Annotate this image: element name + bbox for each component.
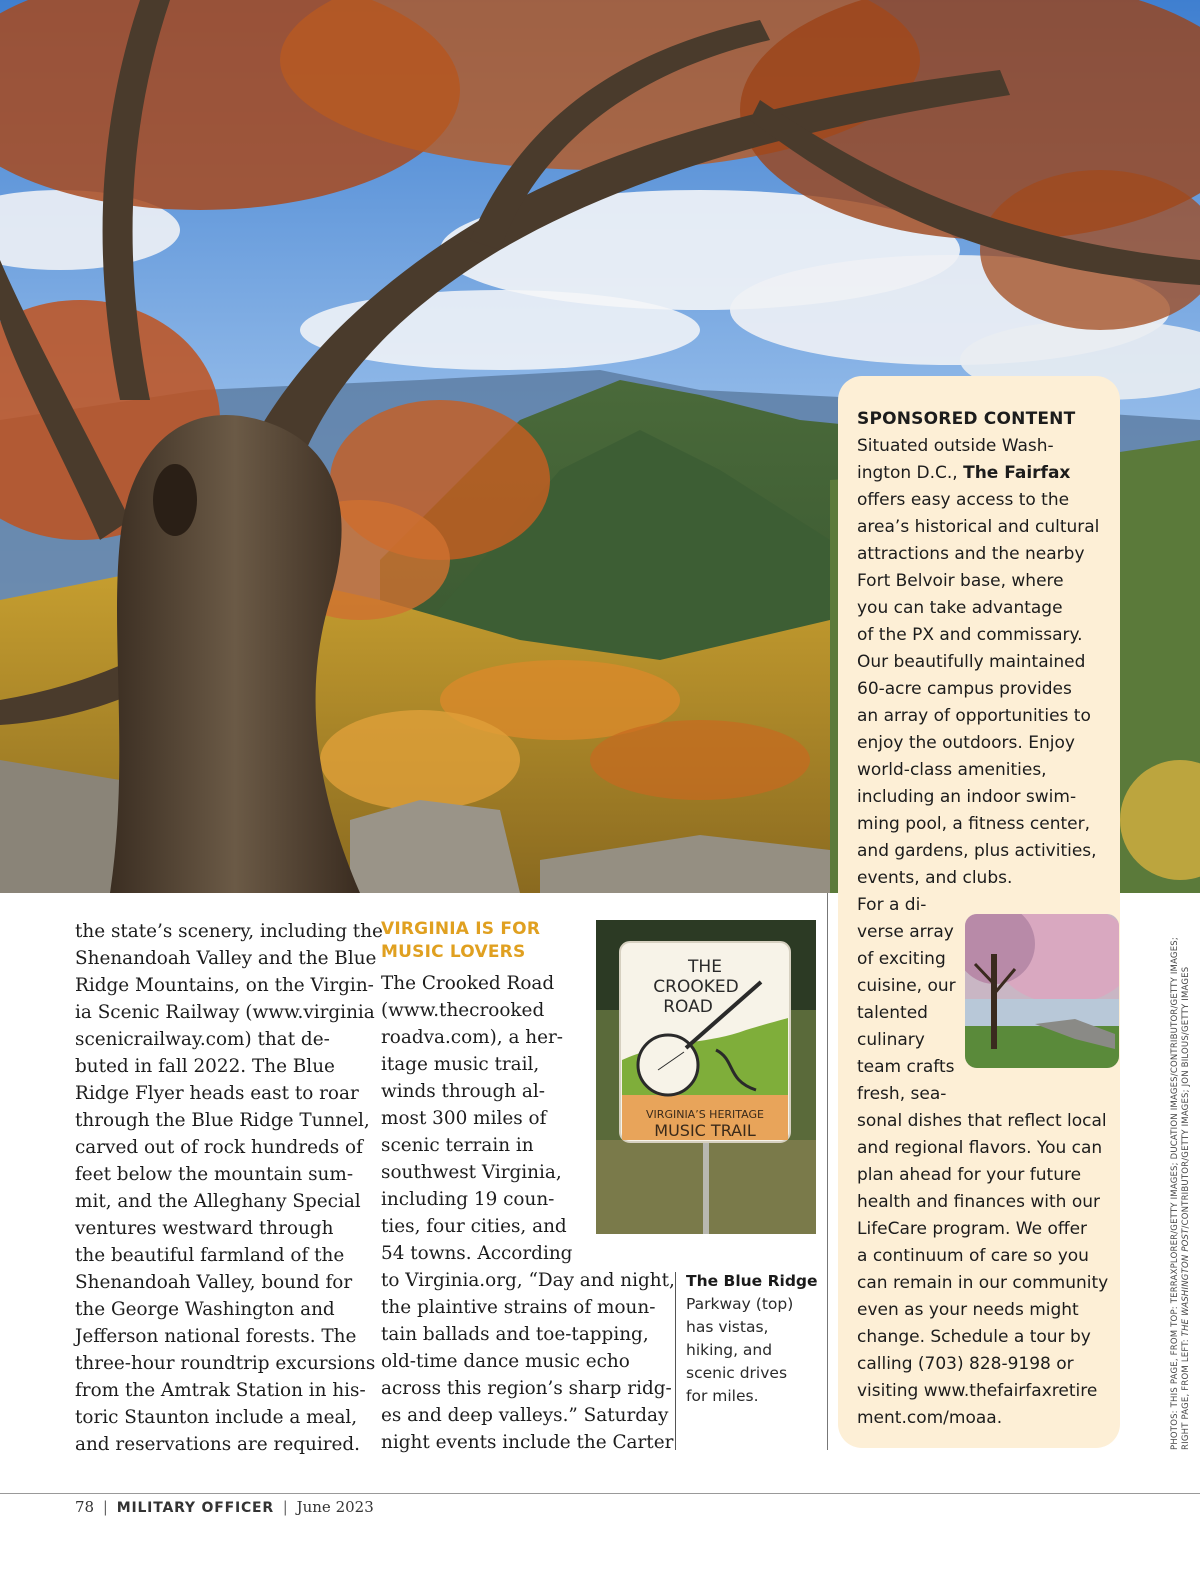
section-heading — [381, 918, 540, 964]
body-line: including 19 coun- — [381, 1189, 555, 1210]
body-line: roadva.com), a her- — [381, 1027, 564, 1048]
sponsored-line: plan ahead for your future — [857, 1165, 1082, 1185]
credits-prefix: RIGHT PAGE, FROM LEFT: — [1181, 1336, 1191, 1450]
sponsored-line: enjoy the outdoors. Enjoy — [857, 733, 1075, 753]
photo-credits — [1170, 937, 1192, 1450]
sponsored-line: Fort Belvoir base, where — [857, 571, 1064, 591]
body-line: Ridge Flyer heads east to roar — [75, 1083, 359, 1104]
sponsored-line: visiting www.thefairfaxretire — [857, 1381, 1098, 1401]
sponsored-line: change. Schedule a tour by — [857, 1327, 1091, 1347]
column-divider — [675, 1272, 676, 1450]
credits-line — [1181, 937, 1192, 1450]
credits-line: PHOTOS: THIS PAGE, FROM TOP: TERRAXPLORER/GETTY IMAGES; DUCATION IMAGES/CONTRIBUTOR/GETTY IMAGES; — [1170, 937, 1180, 1450]
body-line: the George Washington and — [75, 1299, 335, 1320]
footer-separator: | — [102, 1498, 108, 1516]
sponsored-line: including an indoor swim- — [857, 787, 1077, 807]
footer-separator: | — [282, 1498, 288, 1516]
sponsored-line: cuisine, our — [857, 976, 956, 996]
body-line: Jefferson national forests. The — [75, 1326, 357, 1347]
body-line: buted in fall 2022. The Blue — [75, 1056, 335, 1077]
sponsored-line: events, and clubs. — [857, 868, 1013, 888]
sponsored-line: calling (703) 828-9198 or — [857, 1354, 1074, 1374]
body-line: (www.thecrooked — [381, 1000, 545, 1021]
sponsored-line: and regional flavors. You can — [857, 1138, 1103, 1158]
sponsored-line: 60-acre campus provides — [857, 679, 1072, 699]
credits-suffix: /CONTRIBUTOR/GETTY IMAGES; JON BILOUS/GETTY IMAGES — [1181, 966, 1191, 1229]
column-divider — [827, 893, 828, 1450]
sponsored-line: and gardens, plus activities, — [857, 841, 1097, 861]
body-line: winds through al- — [381, 1081, 545, 1102]
body-line: 54 towns. According — [381, 1243, 573, 1264]
sponsored-line-prefix: ington D.C., — [857, 463, 964, 483]
body-line: the state’s scenery, including the — [75, 921, 383, 942]
sponsored-line: area’s historical and cultural — [857, 517, 1100, 537]
sponsored-line: an array of opportunities to — [857, 706, 1091, 726]
body-line: itage music trail, — [381, 1054, 540, 1075]
body-line: ia Scenic Railway (www.virginia — [75, 1002, 375, 1023]
sponsored-line: culinary — [857, 1030, 925, 1050]
crooked-road-sign-photo — [596, 920, 816, 1234]
caption-line: for miles. — [686, 1387, 759, 1405]
body-line: ventures westward through — [75, 1218, 334, 1239]
body-line: to Virginia.org, “Day and night, — [381, 1270, 675, 1291]
sign-title-line: THE — [688, 957, 722, 977]
body-line: toric Staunton include a meal, — [75, 1407, 358, 1428]
body-line: across this region’s sharp ridg- — [381, 1378, 672, 1399]
sponsored-line — [857, 460, 1115, 487]
publication-name: MILITARY OFFICER — [116, 1500, 274, 1516]
sponsored-line: a continuum of care so you — [857, 1246, 1089, 1266]
sponsored-line: world-class amenities, — [857, 760, 1047, 780]
left-column-text — [75, 918, 383, 1458]
caption-line: hiking, and — [686, 1341, 773, 1359]
sponsored-line: attractions and the nearby — [857, 544, 1085, 564]
fairfax-campus-photo — [965, 914, 1119, 1068]
sign-title-line: CROOKED — [653, 977, 739, 997]
body-line: southwest Virginia, — [381, 1162, 562, 1183]
sponsored-line: ment.com/moaa. — [857, 1408, 1003, 1428]
body-line: the beautiful farmland of the — [75, 1245, 345, 1266]
middle-column-text-tail — [381, 1267, 675, 1456]
caption-bold: The Blue Ridge — [686, 1272, 818, 1290]
sponsored-line: can remain in our community — [857, 1273, 1109, 1293]
body-line: es and deep valleys.” Saturday — [381, 1405, 669, 1426]
body-line: feet below the mountain sum- — [75, 1164, 354, 1185]
body-line: The Crooked Road — [381, 973, 555, 994]
sponsored-line: team crafts — [857, 1057, 955, 1077]
sponsored-line: of exciting — [857, 949, 946, 969]
body-line: most 300 miles of — [381, 1108, 547, 1129]
sponsored-line: For a di- — [857, 895, 927, 915]
body-line: tain ballads and toe-tapping, — [381, 1324, 649, 1345]
sign-subtitle: VIRGINIA’S HERITAGE — [646, 1108, 764, 1121]
body-line: scenic terrain in — [381, 1135, 534, 1156]
sponsored-line: you can take advantage — [857, 598, 1063, 618]
heading-line: VIRGINIA IS FOR — [381, 919, 541, 939]
sponsored-line: verse array — [857, 922, 954, 942]
footer-rule — [0, 1493, 1200, 1494]
body-line: scenicrailway.com) that de- — [75, 1029, 330, 1050]
page-footer — [75, 1497, 374, 1518]
body-line: night events include the Carter — [381, 1432, 674, 1453]
body-line: old-time dance music echo — [381, 1351, 630, 1372]
body-line: and reservations are required. — [75, 1434, 360, 1455]
body-line: three-hour roundtrip excursions — [75, 1353, 376, 1374]
sponsored-line: offers easy access to the — [857, 490, 1070, 510]
issue-date: June 2023 — [296, 1498, 374, 1516]
sponsored-heading: SPONSORED CONTENT — [857, 409, 1076, 429]
page-number: 78 — [75, 1498, 95, 1516]
caption-line: has vistas, — [686, 1318, 769, 1336]
body-line: Ridge Mountains, on the Virgin- — [75, 975, 374, 996]
sponsored-line: even as your needs might — [857, 1300, 1079, 1320]
sponsored-line: sonal dishes that reflect local — [857, 1111, 1107, 1131]
sponsored-line: fresh, sea- — [857, 1084, 947, 1104]
sign-subtitle: MUSIC TRAIL — [654, 1121, 756, 1140]
sponsored-line: Situated outside Wash- — [857, 436, 1054, 456]
the-fairfax-name: The Fairfax — [963, 463, 1071, 483]
sponsored-line: of the PX and commissary. — [857, 625, 1083, 645]
caption-line: scenic drives — [686, 1364, 788, 1382]
sponsored-line: health and finances with our — [857, 1192, 1100, 1212]
body-line: mit, and the Alleghany Special — [75, 1191, 361, 1212]
body-line: through the Blue Ridge Tunnel, — [75, 1110, 370, 1131]
sponsored-line: Our beautifully maintained — [857, 652, 1086, 672]
body-line: carved out of rock hundreds of — [75, 1137, 363, 1158]
body-line: from the Amtrak Station in his- — [75, 1380, 366, 1401]
photo-caption — [686, 1270, 816, 1408]
sponsored-line: talented — [857, 1003, 928, 1023]
heading-line: MUSIC LOVERS — [381, 942, 526, 962]
sponsored-line: LifeCare program. We offer — [857, 1219, 1088, 1239]
caption-line: Parkway (top) — [686, 1295, 794, 1313]
body-line: the plaintive strains of moun- — [381, 1297, 656, 1318]
body-line: Shenandoah Valley, bound for — [75, 1272, 353, 1293]
credits-italic: THE WASHINGTON POST — [1181, 1228, 1191, 1337]
sign-title-line: ROAD — [663, 997, 713, 1017]
sponsored-line: ming pool, a fitness center, — [857, 814, 1091, 834]
body-line: ties, four cities, and — [381, 1216, 567, 1237]
body-line: Shenandoah Valley and the Blue — [75, 948, 377, 969]
